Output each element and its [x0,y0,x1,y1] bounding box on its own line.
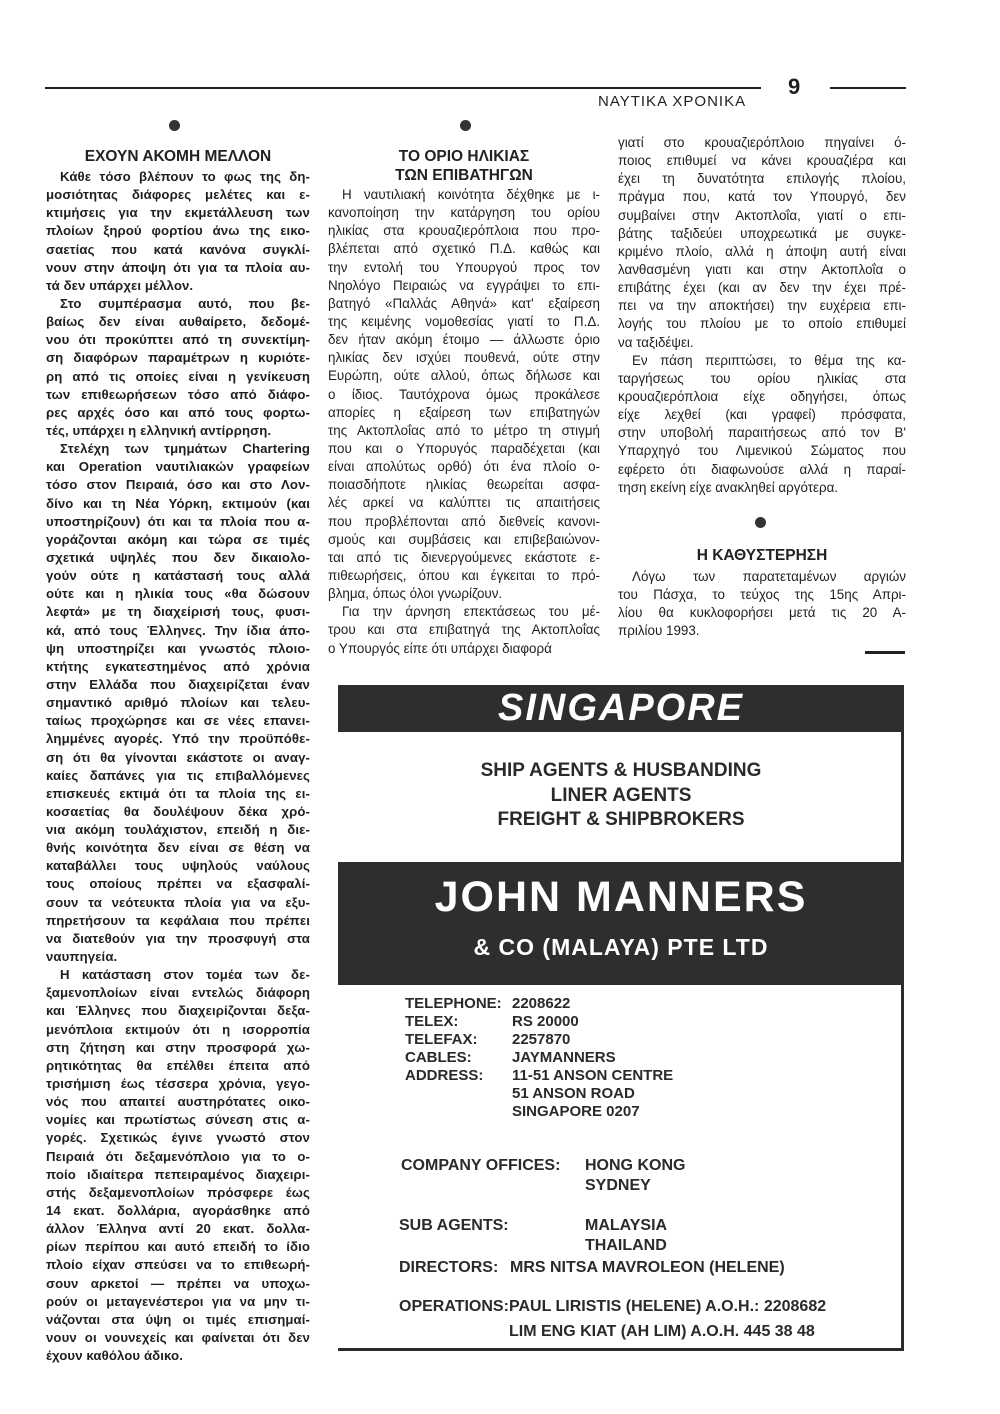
text-line: να ταξιδέψει. [618,334,694,350]
text-line: νός που απαιτεί αυστηρότατες οικο- [46,1094,310,1110]
text-line: νια ακόμη τουλάχιστον, επειδή η διε- [46,822,310,838]
text-line: Η ναυτιλιακή κοινότητα δέχθηκε με ι- [342,187,600,202]
text-line: ξαμενοπλοίων είναι εντελώς διάφορη [46,985,310,1001]
article-title: ΕΧΟΥΝ ΑΚΟΜΗ ΜΕΛΛΟΝ [84,148,272,165]
text-line: ρίων περίπου και αυτό επειδή το ίδιο [46,1239,310,1255]
header-rule-left [45,87,761,89]
text-line: στη ζήτηση και στην προσφορά χω- [46,1039,310,1055]
ad-service: FREIGHT & SHIPBROKERS [497,809,745,830]
text-line: ούτε και η ηλικία τους «θα δώσουν [46,586,310,602]
text-line: βλέπεται από σχετικό Π.Δ. καθώς και [328,241,600,257]
text-line: στην υποβολή παραιτήσεως από τον Β' [618,425,906,441]
text-line: Στελέχη των τμημάτων Chartering [60,441,310,457]
text-line: Για την άρνηση επεκτάσεως του μέ- [342,604,600,620]
text-line: στής δεξαμενοπλοίων πρόσφερε έως [46,1184,310,1200]
text-line: ρητικότητας θα επέλθει έπειτα από [46,1057,310,1073]
article-body-col3-short [618,568,906,641]
ad-location: SINGAPORE [497,687,745,729]
text-line: Στο συμπέρασμα αυτό, που βε- [60,295,310,311]
text-line: ρη από τις οποίες είναι η γενίκευση [46,368,310,384]
text-line: ση ότι θα γίνονται εκάστοτε οι αναγ- [46,749,310,765]
text-line: άλλον Έλληνα αντί 20 εκατ. δολλα- [46,1221,310,1237]
text-line: στην Ελλάδα που διαχειρίζεται έναν [46,676,310,692]
text-line: κρουαζιερόπλοια είχε οδηγήσει, όπως [618,388,906,404]
text-line: βατηγό «Παλλάς Αθηνά» κατ' εξαίρεση [328,295,600,311]
text-line: είχε λεχθεί (και γραφεί) πρόσφατα, [618,407,906,423]
text-line: ταίως προχώρησε και σε νέες επανει- [46,713,310,729]
operations-contact: LIM ENG KIAT (AH LIM) A.O.H. 445 38 48 [509,1323,815,1340]
sub-agents-label: SUB AGENTS: [399,1217,509,1234]
text-line: υποστηρίζουν) ότι και τα πλοία που α- [46,513,310,529]
text-line: Ευρώπη, ούτε αλλού, όπως δήλωσε και [328,368,600,384]
bullet-icon [460,120,471,131]
text-line: του Πάσχα, το τεύχος της 15ης Απρι- [618,587,906,603]
contact-value: JAYMANNERS [512,1049,616,1066]
directors-label: DIRECTORS: [399,1259,499,1276]
ad-services [338,759,904,833]
article-title [328,147,600,185]
article-body-col1 [46,168,310,1365]
text-line: βαίως δεν είναι αυθαίρετο, δεδομέ- [46,314,310,330]
director: MRS NITSA MAVROLEON (HELENE) [510,1259,785,1276]
text-line: γορές. Σχετικώς έγινε γνωστό στον [46,1130,310,1146]
text-line: τόσο στον Πειραιά, όσο και στο Λον- [46,477,310,493]
text-line: τους οποίους πρέπει να εξασφαλί- [46,876,310,892]
text-line: κτήτης εγκατεστημένος από χρόνια [46,658,310,674]
title-line: ΤΩΝ ΕΠΙΒΑΤΗΓΩΝ [395,167,533,184]
text-line: ρούν οι μεταγενέστεροι για να μην τι- [46,1293,310,1309]
text-line: καταβάλλει τους υψηλούς ναύλους [46,858,310,874]
text-line: σουν αρκετοί — πρέπει να υποχω- [46,1275,310,1291]
text-line: ναυπηγεία. [46,949,118,965]
text-line: κοσαετίας θα δουλέψουν δέκα χρό- [46,803,310,819]
text-line: Νηολόγο Πειραιώς να εγγράψει το επι- [328,277,600,293]
bullet-icon [169,120,180,131]
end-rule [865,651,905,654]
text-line: και Operation ναυτιλιακών γραφείων [46,459,310,475]
text-line: σχετικά υψηλές που δεν δικαιολο- [46,549,310,565]
operations-label: OPERATIONS: [399,1298,509,1315]
text-line: της κειμένης νομοθεσίας γιατί το Π.Δ. [328,313,600,329]
text-line: έχουν καθόλου άδικο. [46,1348,183,1364]
text-line: συμβαίνει στην Ακτοπλοΐα, γιατί ο επι- [618,207,906,223]
contact-label: TELEFAX: [405,1031,478,1048]
text-line: εφέρετο ότι διαφωνούσε αλλά η παραί- [618,461,906,477]
text-line: λανθασμένη γιατι και στην Ακτοπλοΐα ο [618,261,906,277]
text-line: λίου θα κυκλοφορήσει μετά τις 20 Α- [618,605,906,621]
article-body-col3 [618,134,906,497]
text-line: σμούς και συμβάσεις και επιβεβαιώνον- [328,531,600,547]
text-line: βλημα, όπως όλοι γνωρίζουν. [328,586,503,602]
text-line: πιθεωρήσεις, όπου και έγκειται το πρό- [328,567,600,583]
text-line: ποίο ιδιαίτερα πεπειραμένος διαχειρι- [46,1166,310,1182]
contact-label: TELEPHONE: [405,995,502,1012]
contact-value: 11-51 ANSON CENTRE [512,1067,674,1084]
text-line: σημαντικό αριθμό πλοίων και τελευ- [46,695,310,711]
title-line: ΤΟ ΟΡΙΟ ΗΛΙΚΙΑΣ [398,148,530,165]
text-line: ται από τις διενεργούμενες εκάστοτε ε- [328,549,600,565]
text-line: που και ο Υπορυγός παραδέχεται (και [328,440,600,456]
text-line: Εν πάση περιπτώσει, το θέμα της κα- [632,352,906,368]
text-line: την εντολή του Υπουργού προς τον [328,259,600,275]
ad-banner-location [338,685,904,732]
text-line: σουν τα νεότευκτα πλοία για να εξυ- [46,894,310,910]
page-number: 9 [788,74,801,99]
article-title: Η ΚΑΘΥΣΤΕΡΗΣΗ [696,547,828,564]
sub-agent: MALAYSIA [585,1217,668,1234]
text-line: Η κατάσταση στον τομέα των δε- [60,967,310,983]
text-line: πει να την αποκτήσει) την ευχέρεια επι- [618,298,906,314]
text-line: Υπαρχηγό του Λιμενικού Σώματος που [618,443,906,459]
text-line: 14 εκατ. δολλάρια, αγοράσθηκε από [46,1203,310,1219]
contact-value: RS 20000 [512,1013,579,1030]
text-line: μενόπλοια εκτιμούν ότι η ισορροπία [46,1021,310,1037]
contact-label: ADDRESS: [405,1067,484,1084]
text-line: πράγμα που, κατά τον Υπουργό, δεν [618,189,906,205]
text-line: τές, υπάρχει η ελληνική αντίρρηση. [46,422,272,438]
address-line: SINGAPORE 0207 [512,1103,640,1120]
bullet-icon [755,517,766,528]
contact-value: 2257870 [512,1031,571,1048]
text-line: λές αρκεί να καλύπτει τις απαιτήσεις [328,495,600,511]
contact-value: 2208622 [512,995,571,1012]
text-line: και Έλληνες που διαχειρίζονται δεξα- [46,1003,310,1019]
text-line: δίνο και τη Νέα Υόρκη, εκτιμούν (και [46,495,310,511]
text-line: κανοποίηση την κατάργηση του ορίου [328,205,600,221]
text-line: ο Υπουργός είπε ότι υπάρχει διαφορά [328,640,552,656]
text-line: πριλίου 1993. [618,623,700,639]
text-line: Κάθε τόσο βλέπουν το φως της δη- [60,169,310,184]
text-line: που προβλέπονται από διεθνείς κανονι- [328,513,600,529]
text-line: κά, από τους Έλληνες. Την ίδια άπο- [46,622,310,638]
text-line: νουν στην άποψη ότι για τα πλοία αυ- [46,259,310,275]
text-line: καίες δαπάνες για τις επιβαλλόμενες [46,767,310,783]
publication-name: ΝΑΥΤΙΚΑ ΧΡΟΝΙΚΑ [598,93,747,110]
text-line: μοσιότητας διάφορες μελέτες και ε- [46,187,310,203]
text-line: είναι απολύτως ορθό) ότι ένα πλοίο ο- [328,459,600,475]
text-line: έχει τη δυνατότητα επιλογής πλοίου, [618,171,906,187]
text-line: κριμένο πλοίο, αλλά η άποψη αυτή είναι [618,243,906,259]
ad-service: SHIP AGENTS & HUSBANDING [480,760,762,781]
text-line: νου ότι προκύπτει από τη συνεκτίμη- [46,332,310,348]
text-line: ρες αρχές όσο και από τους φορτω- [46,404,310,420]
ad-company-suffix: & CO (MALAYA) PTE LTD [473,934,769,960]
text-line: πλοίων ξηρού φορτίου άνω της εικο- [46,223,310,239]
text-line: ποιασδήποτε ηλικίας θεωρείται ασφα- [328,477,600,493]
header-rule-right [830,87,906,89]
text-line: λογής του πλοίου με το οποίο επιθυμεί [618,316,906,332]
text-line: τρισήμιση έως τέσσερα χρόνια, γεγο- [46,1076,310,1092]
text-line: ταργήσεως του ορίου ηλικίας στα [618,370,906,386]
ad-banner-company [338,862,904,985]
text-line: τηση εκείνη είχε ανακληθεί αργότερα. [618,479,839,495]
text-line: ο ίδιος. Ταυτόχρονα όμως προκάλεσε [328,386,600,402]
text-line: της Ακτοπλοΐας από το μέτρο τη στιγμή [328,422,600,438]
address-line: 51 ANSON ROAD [512,1085,635,1102]
operations-contact: PAUL LIRISTIS (HELENE) A.O.H.: 2208682 [509,1298,827,1315]
text-line: να διατεθούν για την προσφυγή στα [46,930,310,946]
text-line: πλοίο είχαν σπεύσει να το επιθεωρή- [46,1257,310,1273]
contact-label: TELEX: [405,1013,459,1030]
advertisement [338,685,904,1351]
text-line: νομίες και πρωτίστως σύνεση στις α- [46,1112,310,1128]
ad-company: JOHN MANNERS [434,873,808,921]
contact-label: CABLES: [405,1049,472,1066]
text-line: γιατί στο κρουαζιερόπλοιο πηγαίνει ό- [618,135,906,150]
office: SYDNEY [585,1177,651,1194]
text-line: λεφτά» με τη διαχείρισή τους, φυσι- [46,604,310,620]
text-line: νάζονται στα ύψη οι τιμές επισημαί- [46,1311,310,1327]
text-line: ηλικίας δεν ισχύει πουθενά, ούτε στην [328,350,600,366]
text-line: γούν ούτε η κατάστασή τους αλλά [46,568,310,584]
text-line: δεν ήταν ακόμη έτοιμο — άλλωστε όριο [328,332,600,348]
text-line: γοράζονται ακόμη και τώρα σε τιμές [46,531,310,547]
text-line: τά δεν υπάρχει μέλλον. [46,277,194,293]
offices-label: COMPANY OFFICES: [401,1157,561,1174]
text-line: ψη υποστηρίζει και γνωστός πλοιο- [46,640,310,656]
text-line: Πειραιά ότι δεξαμενόπλοιο για το ο- [46,1148,310,1164]
article-body-col2 [328,186,600,658]
office: HONG KONG [585,1157,686,1174]
text-line: πηρετήσουν τα κεφάλαια που πρέπει [46,912,310,928]
text-line: ση διαφόρων παραμέτρων η κυριότε- [46,350,310,366]
sub-agent: THAILAND [585,1237,667,1254]
ad-service: LINER AGENTS [550,784,692,806]
text-line: νουν οι νουνεχείς και φαίνεται ότι δεν [46,1330,310,1345]
text-line: επισκευές εκτιμά ότι τα πλοία της ει- [46,785,310,801]
text-line: τρου και στα επιβατηγά της Ακτοπλοΐας [328,622,600,638]
text-line: ηλικίας στα κρουαζιερόπλοια που προ- [328,223,600,239]
text-line: θνής κοινότητα δεν είναι σε θέση να [46,840,310,856]
text-line: ποιος επιθυμεί να κάνει κρουαζιέρα και [618,153,906,169]
text-line: λημμένες αγορές. Υπό την προϋπόθε- [46,731,310,747]
text-line: Λόγω των παρατεταμένων αργιών [632,569,906,584]
text-line: απορίες η εξαίρεση των επιβατηγών [328,404,600,420]
text-line: κτιμήσεις για την εκμετάλλευση των [46,205,310,221]
text-line: βάτης ταξιδεύει υποχρεωτικά με συγκε- [618,225,906,241]
text-line: των επιθεωρήσεων τόσο από διάφο- [46,386,310,402]
text-line: επιβάτης έχει (και αν δεν την έχει πρέ- [618,280,906,296]
text-line: σαετίας που κατά κανόνα συγκλί- [46,241,310,257]
